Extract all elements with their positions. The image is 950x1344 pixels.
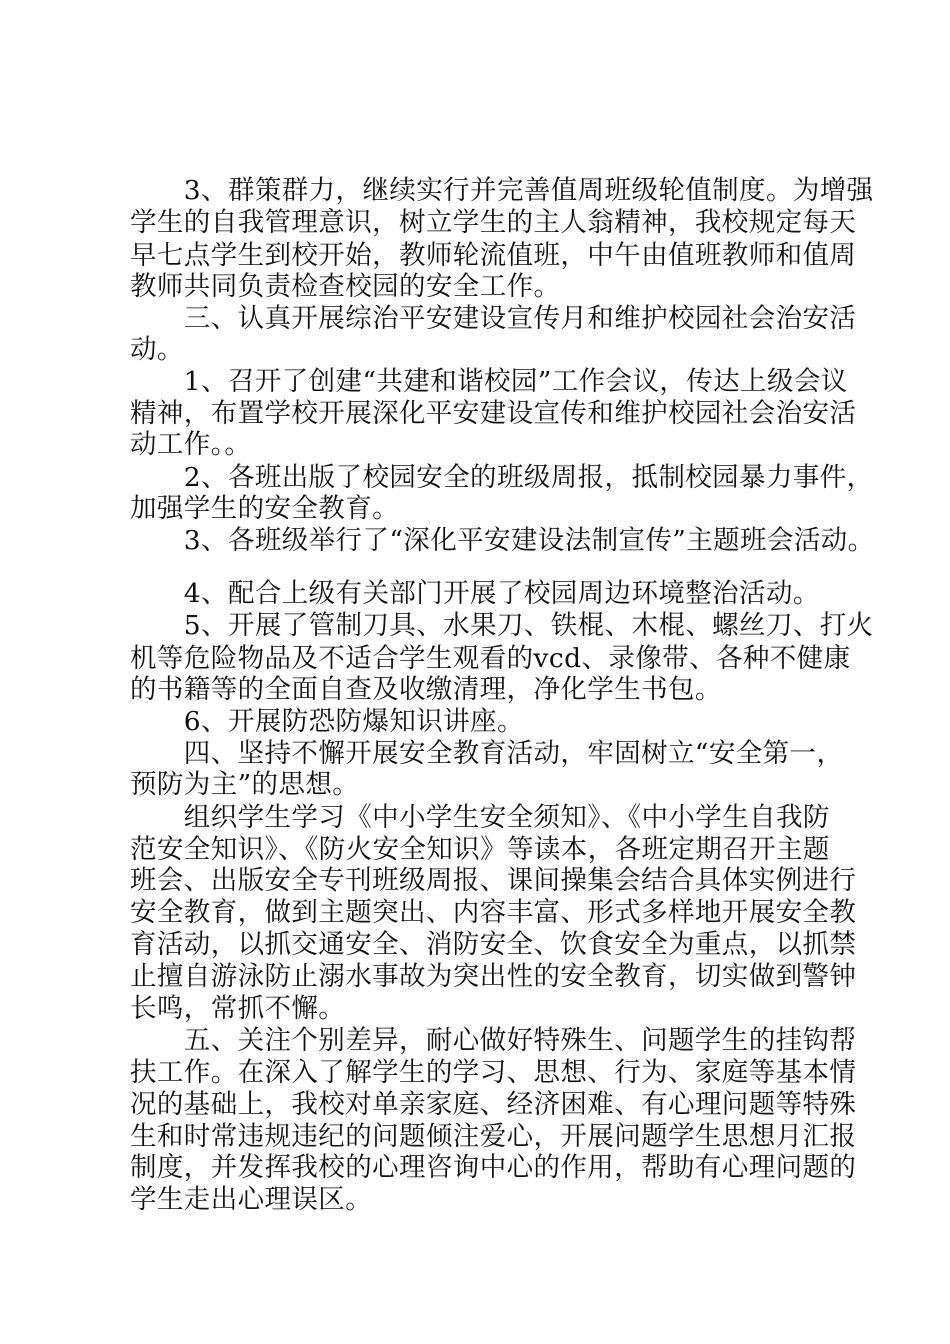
section-heading: 四、坚持不懈开展安全教育活动，牢固树立“安全第一， (130, 738, 844, 769)
paragraph-line: 3、各班级举行了“深化平安建设法制宣传”主题班会活动。 (130, 525, 875, 556)
paragraph-line: 6、开展防恐防爆知识讲座。 (130, 706, 524, 737)
paragraph-line: 况的基础上，我校对单亲家庭、经济困难、有心理问题等特殊 (130, 1089, 857, 1120)
paragraph-line: 范安全知识》、《防火安全知识》等读本，各班定期召开主题 (130, 834, 830, 865)
paragraph-line: 扶工作。在深入了解学生的学习、思想、行为、家庭等基本情 (130, 1057, 857, 1088)
paragraph-line: 5、开展了管制刀具、水果刀、铁棍、木棍、螺丝刀、打火 (130, 610, 874, 641)
paragraph-line: 1、召开了创建“共建和谐校园”工作会议，传达上级会议 (130, 366, 848, 397)
paragraph-line: 4、配合上级有关部门开展了校园周边环境整治活动。 (130, 578, 820, 609)
paragraph-line: 3、群策群力，继续实行并完善值周班级轮值制度。为增强 (130, 175, 874, 206)
paragraph-line: 的书籍等的全面自查及收缴清理，净化学生书包。 (130, 674, 722, 705)
paragraph-line: 动工作。。 (130, 429, 252, 460)
paragraph-line: 组织学生学习《中小学生安全须知》、《中小学生自我防 (130, 802, 830, 833)
paragraph-line: 班会、出版安全专刊班级周报、课间操集会结合具体实例进行 (130, 865, 857, 896)
paragraph-line: 2、各班出版了校园安全的班级周报，抵制校园暴力事件， (130, 462, 874, 493)
paragraph-line: 制度，并发挥我校的心理咨询中心的作用，帮助有心理问题的 (130, 1152, 857, 1183)
section-heading: 预防为主”的思想。 (130, 769, 360, 800)
section-heading: 三、认真开展综治平安建设宣传月和维护校园社会治安活 (130, 303, 857, 334)
paragraph-line: 加强学生的安全教育。 (130, 493, 399, 524)
paragraph-line: 安全教育，做到主题突出、内容丰富、形式多样地开展安全教 (130, 897, 857, 928)
paragraph-line: 生和时常违规违纪的问题倾注爱心，开展问题学生思想月汇报 (130, 1121, 857, 1152)
paragraph-line: 学生走出心理误区。 (130, 1184, 373, 1215)
section-heading: 五、关注个别差异，耐心做好特殊生、问题学生的挂钩帮 (130, 1025, 857, 1056)
paragraph-line: 教师共同负责检查校园的安全工作。 (130, 271, 561, 302)
paragraph-line: 早七点学生到校开始，教师轮流值班，中午由值班教师和值周 (130, 240, 857, 271)
section-heading: 动。 (130, 334, 184, 365)
paragraph-line: 学生的自我管理意识，树立学生的主人翁精神，我校规定每天 (130, 207, 857, 238)
paragraph-line: 机等危险物品及不适合学生观看的vcd、录像带、各种不健康 (130, 643, 851, 674)
paragraph-line: 止擅自游泳防止溺水事故为突出性的安全教育，切实做到警钟 (130, 961, 857, 992)
paragraph-line: 育活动，以抓交通安全、消防安全、饮食安全为重点，以抓禁 (130, 929, 857, 960)
paragraph-line: 精神，布置学校开展深化平安建设宣传和维护校园社会治安活 (130, 398, 857, 429)
paragraph-line: 长鸣，常抓不懈。 (130, 993, 346, 1024)
